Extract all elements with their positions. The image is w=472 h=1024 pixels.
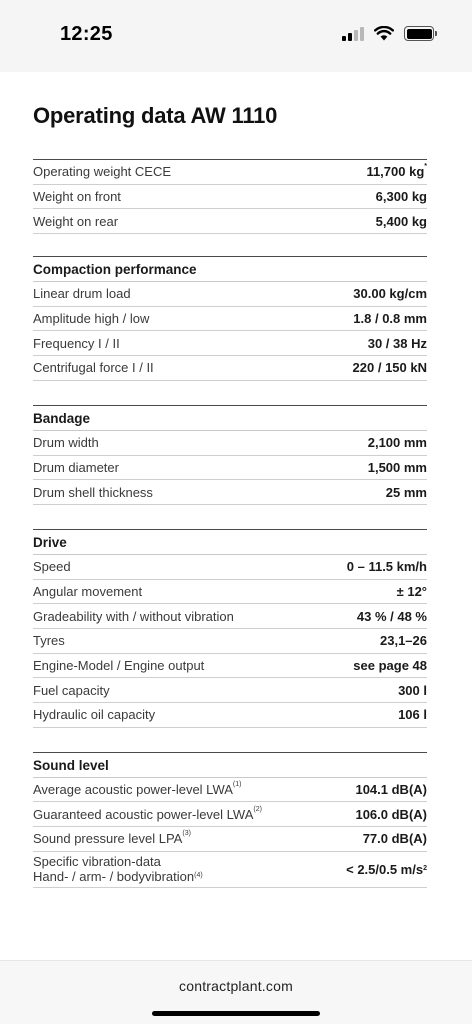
browser-footer [0, 960, 472, 1024]
table-row [33, 160, 427, 185]
section-general [33, 159, 427, 234]
url-label[interactable]: contractplant.com [179, 978, 293, 994]
row-label: Frequency I / II [33, 335, 120, 351]
table-row [33, 307, 427, 332]
section-heading: Drive [33, 530, 427, 555]
table-row [33, 852, 427, 888]
table-row [33, 555, 427, 580]
row-value: 220 / 150 kN [352, 360, 427, 376]
status-icons [342, 26, 434, 41]
table-row [33, 331, 427, 356]
row-label: Average acoustic power-level LWA$^{(1)}$ [33, 781, 242, 798]
row-value: ± 12° [396, 583, 427, 599]
row-label: Drum shell thickness [33, 484, 153, 500]
table-row [33, 654, 427, 679]
row-value: 300 l [398, 682, 427, 698]
table-row [33, 185, 427, 210]
table-row [33, 703, 427, 728]
table-row [33, 629, 427, 654]
page-title: Operating data AW 1110 [33, 103, 278, 128]
row-label: Guaranteed acoustic power-level LWA$^{(2)}$ [33, 805, 262, 822]
footnote-marker: (2) [253, 805, 262, 813]
table-row [33, 778, 427, 803]
battery-icon [404, 26, 434, 41]
row-value: 0 – 11.5 km/h [346, 559, 427, 575]
row-label: Tyres [33, 633, 65, 649]
table-row [33, 356, 427, 381]
row-label: Amplitude high / low [33, 311, 150, 327]
row-value: 43 % / 48 % [356, 608, 427, 624]
operating-data-table [33, 159, 427, 912]
row-value: 2,100 mm [367, 435, 427, 451]
row-label: Speed [33, 559, 71, 575]
row-value: 104.1 dB(A) [355, 782, 427, 798]
superscript: 2 [423, 864, 427, 872]
row-label: Engine-Model / Engine output [33, 657, 205, 673]
table-row [33, 827, 427, 852]
row-label: Weight on front [33, 189, 121, 205]
section-sound-level [33, 752, 427, 888]
row-value: 77.0 dB(A) [362, 831, 427, 847]
row-value: 106.0 dB(A) [355, 806, 427, 822]
row-label: Linear drum load [33, 286, 131, 302]
row-label: Hydraulic oil capacity [33, 707, 156, 723]
section-heading: Bandage [33, 406, 427, 431]
wifi-icon [374, 26, 394, 41]
table-row [33, 456, 427, 481]
status-bar [0, 0, 472, 72]
row-value: 11,700 kg* [366, 163, 427, 180]
section-heading: Compaction performance [33, 257, 427, 282]
row-value: 25 mm [385, 484, 427, 500]
row-label: Fuel capacity [33, 682, 110, 698]
section-bandage [33, 405, 427, 505]
row-label: Drum diameter [33, 459, 119, 475]
row-value: 30 / 38 Hz [367, 335, 427, 351]
row-value: 5,400 kg [375, 213, 427, 229]
row-label: Gradeability with / without vibration [33, 608, 234, 624]
document-page [0, 72, 472, 960]
row-value: 1,500 mm [367, 459, 427, 475]
row-label: Specific vibration-data Hand- / arm- / bodyvibration$^{(4)}$ [33, 854, 203, 885]
row-value: < 2.5/0.5 $m/s^2$ [346, 861, 427, 877]
section-heading: Sound level [33, 753, 427, 778]
footnote-marker: (4) [194, 872, 203, 880]
row-label: Operating weight CECE [33, 164, 172, 180]
footnote-marker: * [424, 163, 427, 171]
row-value: 6,300 kg [375, 189, 427, 205]
cellular-signal-icon [342, 27, 364, 41]
footnote-marker: (1) [232, 781, 242, 789]
row-value: 106 l [398, 707, 427, 723]
row-value: see page 48 [353, 657, 427, 673]
row-label: Centrifugal force I / II [33, 360, 154, 376]
row-label: Weight on rear [33, 213, 119, 229]
table-row [33, 802, 427, 827]
status-time: 12:25 [60, 23, 113, 45]
row-value: 23,1–26 [380, 633, 427, 649]
row-value: 30.00 kg/cm [353, 286, 427, 302]
row-label: Drum width [33, 435, 99, 451]
table-row [33, 431, 427, 456]
footnote-marker: (3) [182, 830, 191, 838]
section-compaction [33, 256, 427, 381]
section-drive [33, 529, 427, 728]
table-row [33, 604, 427, 629]
table-row [33, 282, 427, 307]
row-label: Angular movement [33, 583, 143, 599]
table-row [33, 480, 427, 505]
home-indicator[interactable] [152, 1011, 320, 1016]
table-row [33, 580, 427, 605]
table-row [33, 209, 427, 234]
table-row [33, 678, 427, 703]
row-label: Sound pressure level LPA$^{(3)}$ [33, 830, 191, 847]
row-value: 1.8 / 0.8 mm [353, 311, 427, 327]
